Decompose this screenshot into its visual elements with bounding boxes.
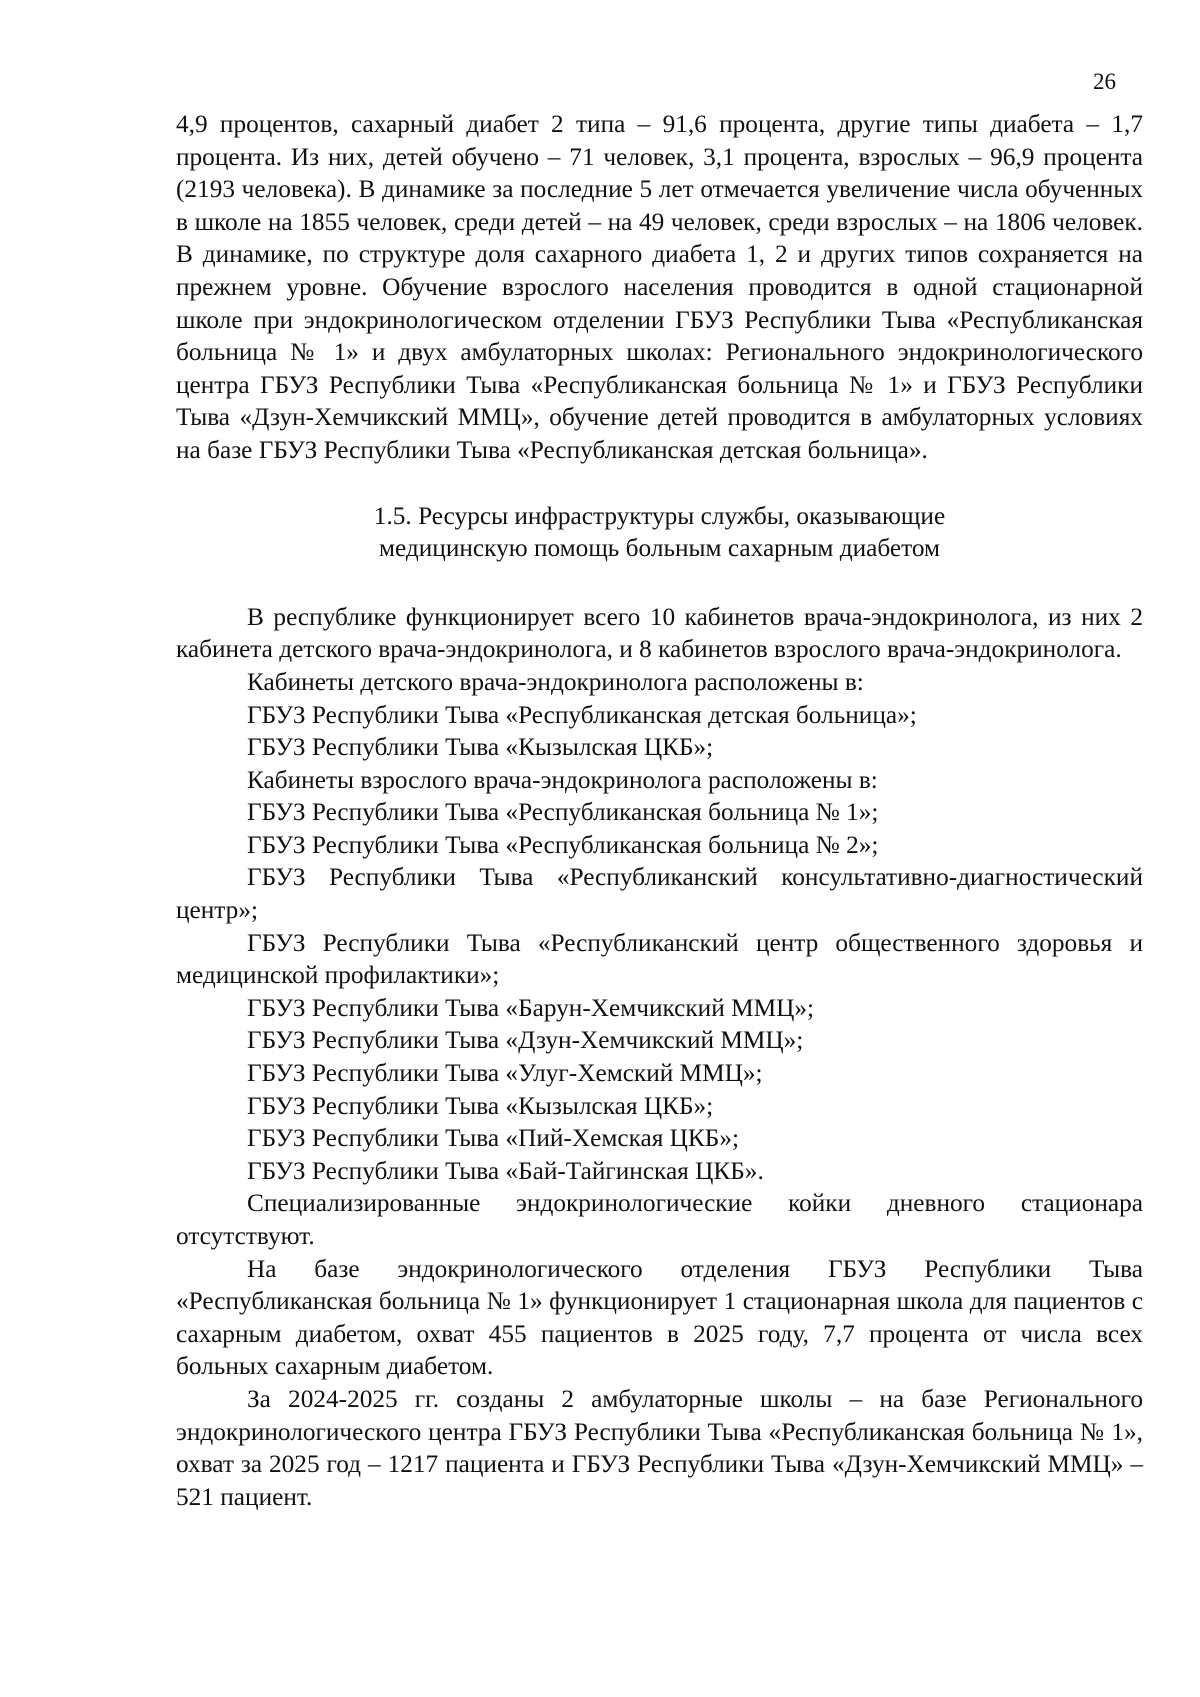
children-cabinets-header: Кабинеты детского врача-эндокринолога расположены в: [247,667,864,696]
adult-cabinet-item: ГБУЗ Республики Тыва «Улуг-Хемский ММЦ»; [247,1059,763,1088]
children-cabinet-item: ГБУЗ Республики Тыва «Кызылская ЦКБ»; [247,733,714,762]
page-number: 26 [1093,69,1116,94]
section-heading-line-2: медицинскую помощь больным сахарным диабетом [379,534,940,563]
cabinets-total-paragraph: В республике функционирует всего 10 кабинетов врача-эндокринолога, из них 2 кабинета детского врача-эндокринолога, и 8 кабинетов взрослого врача-эндокринолога. [176,602,1143,664]
spacer [176,467,1143,500]
adult-cabinet-item: ГБУЗ Республики Тыва «Пий-Хемская ЦКБ»; [247,1124,740,1153]
adult-cabinet-item: ГБУЗ Республики Тыва «Республиканская больница № 2»; [247,830,879,859]
inpatient-school-paragraph: На базе эндокринологического отделения ГБУЗ Республики Тыва «Республиканская больница № 1» функционирует 1 стационарная школа для пациентов с сахарным диабетом, охват 455 пациентов в 2025 году, 7,7 процента от числа всех больных сахарным диабетом. [176,1254,1143,1381]
adult-cabinet-item: ГБУЗ Республики Тыва «Барун-Хемчикский ММЦ»; [247,993,815,1022]
page-content [176,108,1143,1513]
adult-cabinets-header: Кабинеты взрослого врача-эндокринолога расположены в: [247,765,878,794]
adult-cabinet-item: ГБУЗ Республики Тыва «Республиканский консультативно-диагностический центр»; [176,863,1143,925]
children-cabinet-item: ГБУЗ Республики Тыва «Республиканская детская больница»; [247,700,917,729]
day-hospital-paragraph: Специализированные эндокринологические койки дневного стационара отсутствуют. [176,1189,1143,1250]
adult-cabinet-item: ГБУЗ Республики Тыва «Бай-Тайгинская ЦКБ». [247,1156,764,1185]
outpatient-schools-paragraph: За 2024-2025 гг. созданы 2 амбулаторные школы – на базе Регионального эндокринологического центра ГБУЗ Республики Тыва «Республиканская больница № 1», охват за 2025 год – 1217 пациента и ГБУЗ Республики Тыва «Дзун-Хемчикский ММЦ» – 521 пациент. [176,1384,1143,1511]
adult-cabinet-item: ГБУЗ Республики Тыва «Кызылская ЦКБ»; [247,1091,714,1120]
section-heading [176,500,1143,565]
adult-cabinet-item: ГБУЗ Республики Тыва «Республиканский центр общественного здоровья и медицинской профилактики»; [176,928,1143,990]
spacer [176,565,1143,601]
adult-cabinet-item: ГБУЗ Республики Тыва «Дзун-Хемчикский ММЦ»; [247,1026,804,1055]
adult-cabinet-item: ГБУЗ Республики Тыва «Республиканская больница № 1»; [247,798,879,827]
section-heading-line-1: 1.5. Ресурсы инфраструктуры службы, оказывающие [373,501,946,530]
intro-paragraph: 4,9 процентов, сахарный диабет 2 типа – 91,6 процента, другие типы диабета – 1,7 процента. Из них, детей обучено – 71 человек, 3,1 процента, взрослых – 96,9 процента (2193 человека). В динамике за последние 5 лет отмечается увеличение числа обученных в школе на 1855 человек, среди детей – на 49 человек, среди взрослых – на 1806 человек. В динамике, по структуре доля сахарного диабета 1, 2 и других типов сохраняется на прежнем уровне. Обучение взрослого населения проводится в одной стационарной школе при эндокринологическом отделении ГБУЗ Республики Тыва «Республиканская больница № 1» и двух амбулаторных школах: Регионального эндокринологического центра ГБУЗ Республики Тыва «Республиканская больница № 1» и ГБУЗ Республики Тыва «Дзун-Хемчикский ММЦ», обучение детей проводится в амбулаторных условиях на базе ГБУЗ Республики Тыва «Республиканская детская больница». [176,110,1143,464]
